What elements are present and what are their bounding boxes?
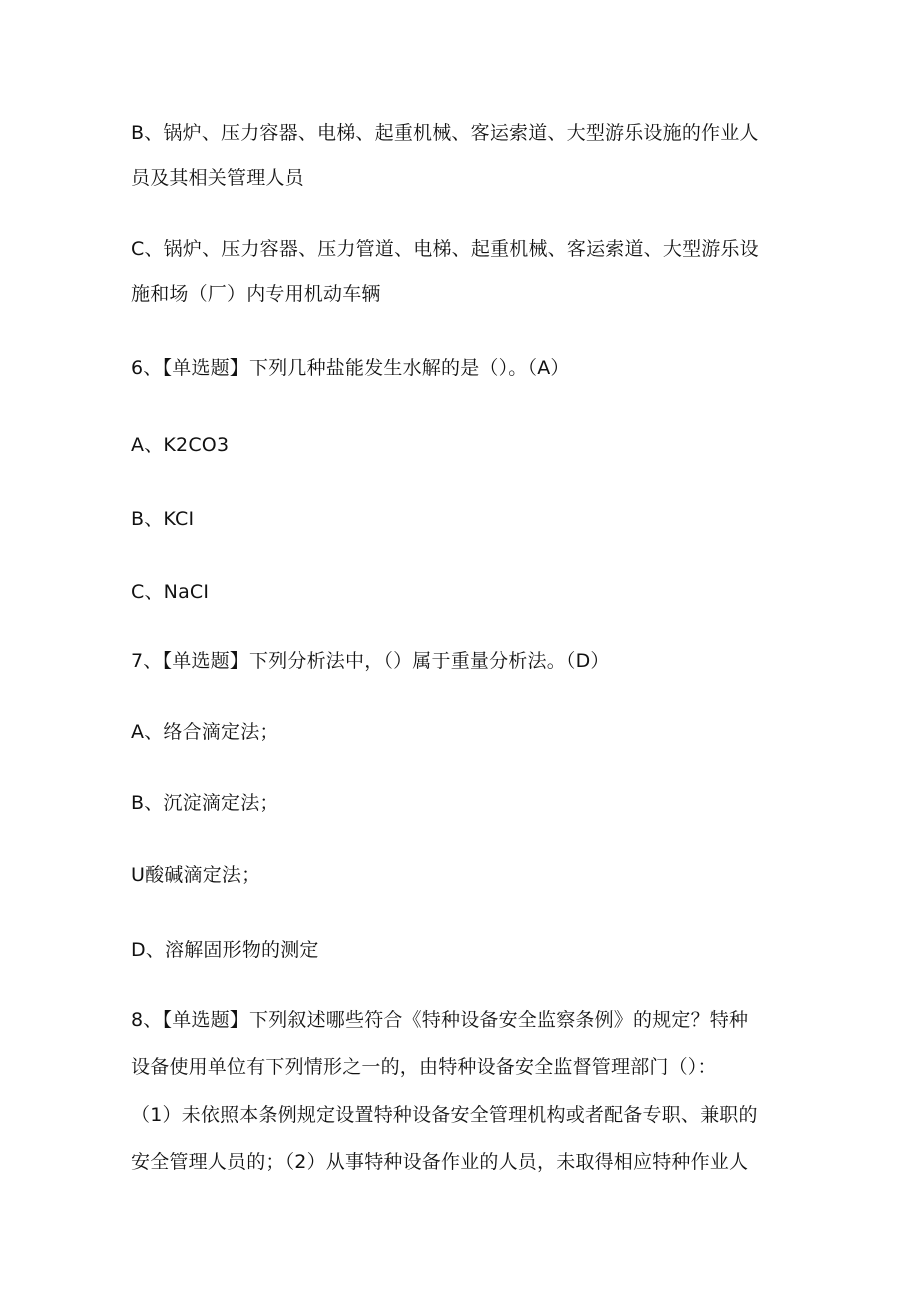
option-6a: A、K2CO3 (131, 434, 230, 456)
question-8-line-1: 8、【单选题】下列叙述哪些符合《特种设备安全监察条例》的规定？特种 (131, 1009, 749, 1031)
option-6b: B、KCI (131, 508, 195, 530)
question-8-line-4: 安全管理人员的；（2）从事特种设备作业的人员，未取得相应特种作业人 (131, 1151, 749, 1173)
option-5c-line-1: C、锅炉、压力容器、压力管道、电梯、起重机械、客运索道、大型游乐设 (131, 238, 759, 260)
option-7a: A、络合滴定法； (131, 721, 279, 743)
option-7c: U酸碱滴定法； (131, 864, 261, 886)
option-5b-line-2: 员及其相关管理人员 (131, 167, 304, 189)
option-7d: D、溶解固形物的测定 (131, 939, 319, 961)
question-8-line-2: 设备使用单位有下列情形之一的，由特种设备安全监督管理部门（）： (131, 1056, 717, 1078)
question-6-stem: 6、【单选题】下列几种盐能发生水解的是（）。（A） (131, 357, 570, 379)
option-5c-line-2: 施和场（厂）内专用机动车辆 (131, 283, 381, 305)
question-8-line-3: （1）未依照本条例规定设置特种设备安全管理机构或者配备专职、兼职的 (131, 1104, 758, 1126)
option-7b: B、沉淀滴定法； (131, 792, 279, 814)
option-5b-line-1: B、锅炉、压力容器、电梯、起重机械、客运索道、大型游乐设施的作业人 (131, 122, 759, 144)
option-6c: C、NaCI (131, 581, 210, 603)
question-7-stem: 7、【单选题】下列分析法中，（）属于重量分析法。（D） (131, 650, 610, 672)
